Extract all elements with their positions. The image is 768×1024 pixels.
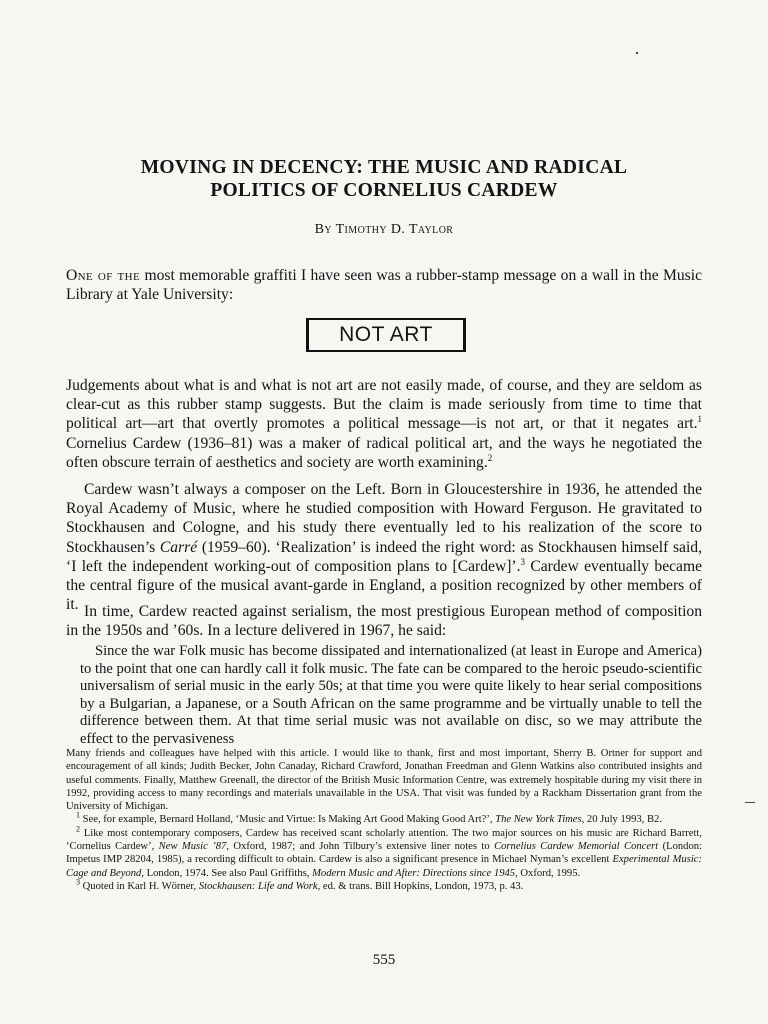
paragraph-1-text-a: Judgements about what is and what is not art are not easily made, of course, and they are seldom as clear-cut as this rubber stamp suggests. But the claim is made seriously from time to time that political art—art that overtly promotes a political message—is not art, or that it negates art. [66, 377, 702, 433]
paragraph-2-text-b: (1959–60). ‘Realization’ is indeed the right word: as Stockhausen himself said, ‘I left the independent working-out of composition plans to [Cardew]’. [66, 538, 702, 575]
footnote-1-number: 1 [76, 810, 80, 820]
article-title [70, 156, 698, 202]
block-quote: Since the war Folk music has become dissipated and internationalized (at least in Europe and America) to the point that one can hardly call it folk music. The fate can be compared to the heroic pseudo-scientific universalism of serial music in the early 50s; at that time you were quite likely to hear serial compositions by a Bulgarian, a Japanese, or a South African on the same programme and be virtually unable to tell the difference between them. At that time serial music was not available on disc, so we may attribute the effect to the pervasiveness [80, 643, 702, 747]
intro-text: most memorable graffiti I have seen was a rubber-stamp message on a wall in the Music Library at Yale University: [66, 267, 702, 304]
paragraph-3: In time, Cardew reacted against serialism, the most prestigious European method of composition in the 1950s and ’60s. In a lecture delivered in 1967, he said: [66, 603, 702, 640]
footnote-2-number: 2 [76, 824, 80, 834]
stamp-not-art: NOT ART [306, 318, 466, 352]
paragraph-2 [66, 480, 702, 614]
acknowledgement-note: Many friends and colleagues have helped with this article. I would like to thank, first and most important, Sherry B. Ortner for support and encouragement of all kinds; Judith Becker, John Canaday, Richard Crawford, Jonathan Freedman and Glenn Watkins also contributed insights and useful comments. Finally, Matthew Greenall, the director of the British Music Information Centre, was extremely hospitable during my visit there in 1992, providing access to many recordings and materials unavailable in the USA. That visit was funded by a Rackham Dissertation grant from the University of Michigan. [66, 748, 702, 813]
footnote-ref-3: 3 [520, 556, 525, 567]
footnote-1-text: See, for example, Bernard Holland, ‘Music and Virtue: Is Making Art Good Making Good Art?’, [80, 814, 496, 826]
footnote-ref-1: 1 [697, 414, 702, 425]
footnote-2-text: Like most contemporary composers, Cardew has received scant scholarly attention. The two major sources on his music are Richard Barrett, ‘Cornelius Cardew’, [66, 827, 702, 853]
title-line-1: MOVING IN DECENCY: THE MUSIC AND RADICAL [140, 157, 628, 178]
footnote-2-text-b: , Oxford, 1987; and John Tilbury’s extensive liner notes to [226, 841, 495, 853]
title-line-2: POLITICS OF CORNELIUS CARDEW [210, 180, 558, 201]
footnote-2-source-d: Modern Music and After: Directions since 1945 [312, 867, 516, 879]
footnote-2-source-b: Cornelius Cardew Memorial Concert [494, 841, 659, 853]
scan-mark [745, 802, 755, 803]
footnote-ref-2: 2 [487, 452, 493, 463]
footnote-3-text: Quoted in Karl H. Wörner, [80, 880, 199, 892]
footnote-3-source: Stockhausen: Life and Work [198, 880, 318, 892]
intro-paragraph [66, 266, 702, 304]
intro-lead: One of the [66, 267, 141, 284]
footnote-2-text-d: , London, 1974. See also Paul Griffiths, [141, 867, 313, 879]
footnote-3-number: 3 [76, 877, 80, 887]
footnote-1-text-end: , 20 July 1993, B2. [581, 814, 662, 826]
footnote-2-source-a: New Music ’87 [158, 841, 227, 853]
footnote-1-source: The New York Times [495, 814, 582, 826]
footnote-2-text-e: , Oxford, 1995. [515, 867, 581, 879]
author-byline: By Timothy D. Taylor [314, 222, 454, 237]
scan-mark [636, 52, 638, 54]
footnote-2 [66, 824, 702, 880]
page-number: 555 [372, 952, 396, 968]
footnote-1 [66, 810, 702, 826]
footnote-2-source-c: Experimental Music: Cage and Beyond [66, 854, 702, 879]
paragraph-1-text-b: Cornelius Cardew (1936–81) was a maker of radical political art, and the ways he negotiated the often obscure terrain of aesthetics and society are worth examining. [66, 434, 702, 471]
footnote-3-text-end: , ed. & trans. Bill Hopkins, London, 1973, p. 43. [317, 880, 524, 892]
work-title-carre: Carré [159, 538, 198, 556]
paragraph-2-text-c: Cardew eventually became the central figure of the musical avant-garde in England, a position recognized by other members of it. [66, 557, 703, 614]
paragraph-1 [66, 376, 702, 472]
footnote-2-text-c: (London: Impetus IMP 28204, 1985), a recording difficult to obtain. Cardew is also a significant presence in Michael Nyman’s excellent [66, 841, 702, 866]
footnote-3 [66, 877, 702, 893]
footnotes [66, 747, 702, 893]
paragraph-2-text-a: Cardew wasn’t always a composer on the Left. Born in Gloucestershire in 1936, he attended the Royal Academy of Music, where he studied composition with Howard Ferguson. He gravitated to Stockhausen and Cologne, and his study there eventually led to his realization of the score to Stockhausen’s [66, 481, 702, 556]
